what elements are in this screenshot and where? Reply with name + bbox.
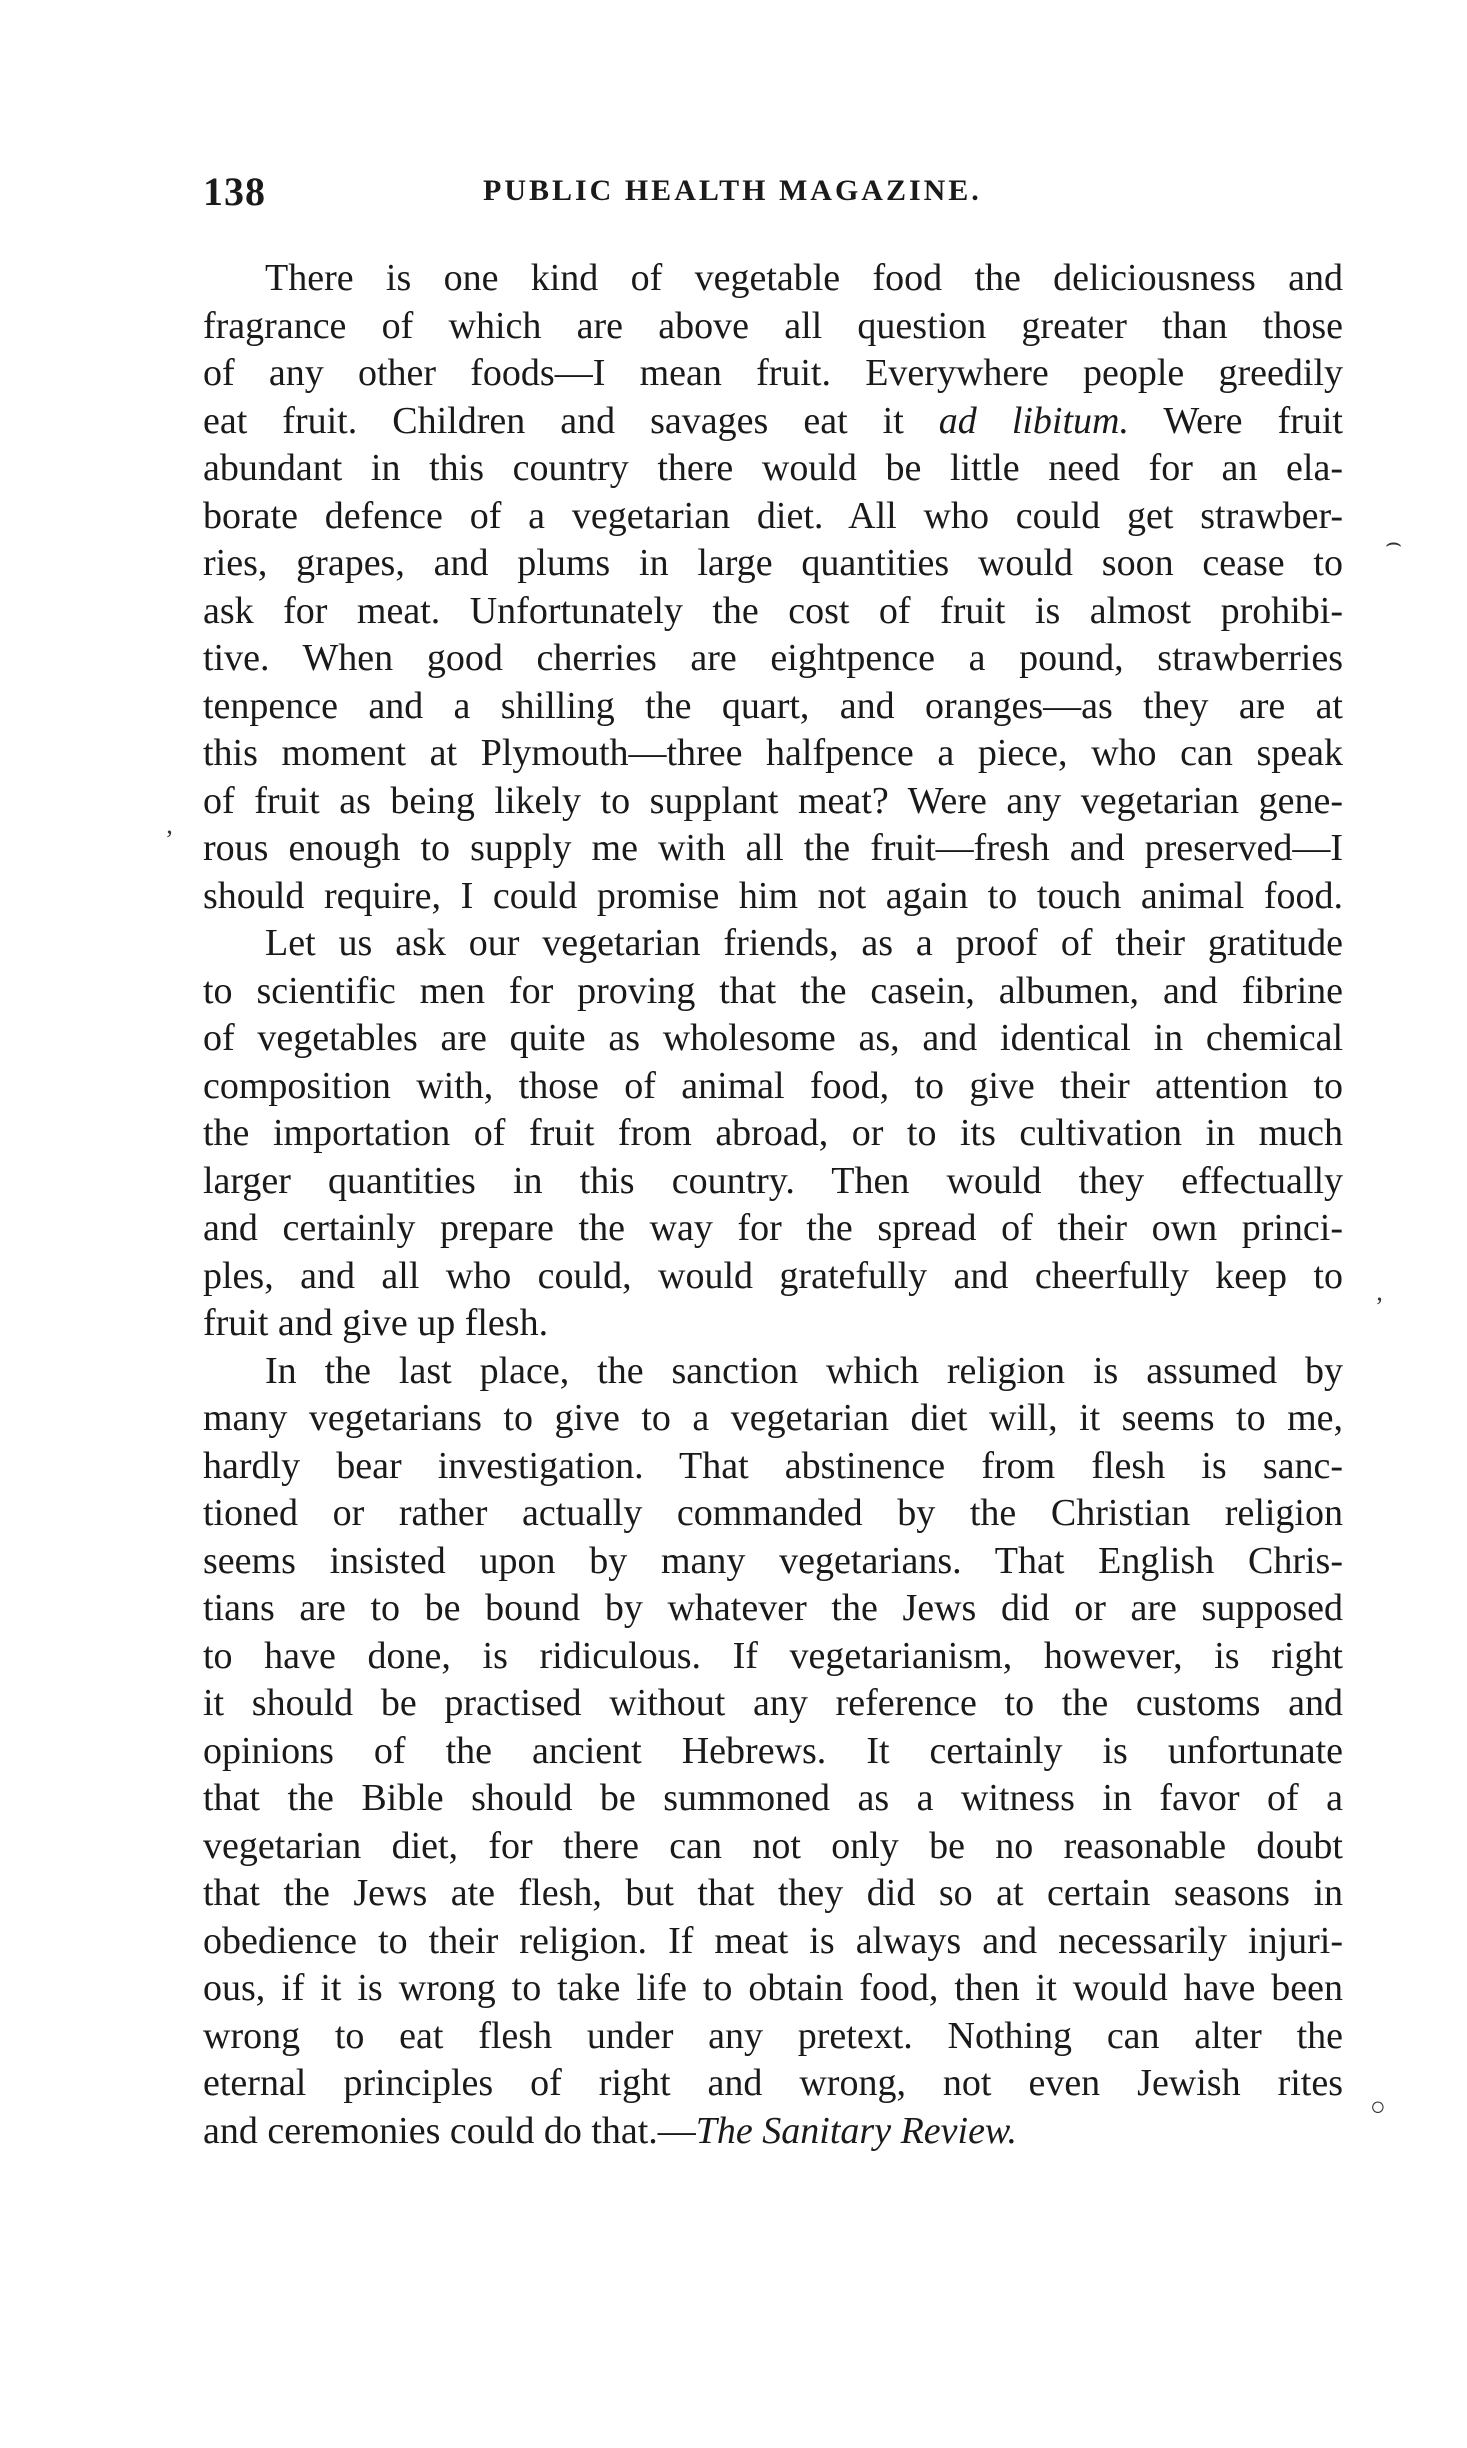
source-citation: The Sanitary Review. — [695, 2109, 1017, 2152]
text-line: Let us ask our vegetarian friends, as a proof of their gratitude — [265, 922, 1343, 964]
text-line: many vegetarians to give to a vegetarian diet will, it seems to me, — [203, 1397, 1343, 1439]
page-header — [203, 168, 1351, 228]
margin-speck-icon: ʼ — [1375, 1292, 1384, 1321]
italic-phrase: ad libitum. — [938, 399, 1129, 442]
text-line: of fruit as being likely to supplant meat? Were any vegetarian gene- — [203, 779, 1343, 822]
text-line: tenpence and a shilling the quart, and oranges—as they are at — [203, 684, 1343, 727]
text-line: larger quantities in this country. Then would they effectually — [203, 1159, 1343, 1202]
paragraph-1 — [203, 255, 1343, 920]
text-line: wrong to eat flesh under any pretext. Nothing can alter the — [203, 2014, 1343, 2057]
margin-speck-icon: ○ — [1370, 2092, 1386, 2121]
text-line: tians are to be bound by whatever the Jews did or are supposed — [203, 1587, 1343, 1629]
article-body — [203, 255, 1343, 2155]
margin-speck-icon: ʼ — [165, 825, 174, 854]
text-line: obedience to their religion. If meat is always and necessarily injuri- — [203, 1919, 1343, 1962]
text-line: of any other foods—I mean fruit. Everywhere people greedily — [203, 352, 1343, 394]
text-line: fragrance of which are above all question greater than those — [203, 304, 1343, 347]
paragraph-2 — [203, 920, 1343, 1348]
text-line: ask for meat. Unfortunately the cost of fruit is almost prohibi- — [203, 589, 1343, 632]
text-line: eternal principles of right and wrong, not even Jewish rites — [203, 2062, 1343, 2104]
text-line: and certainly prepare the way for the spread of their own princi- — [203, 1207, 1343, 1249]
text-line: fruit and give up flesh. — [203, 1302, 549, 1344]
text-line: There is one kind of vegetable food the deliciousness and — [265, 257, 1343, 299]
text-line: composition with, those of animal food, to give their attention to — [203, 1064, 1343, 1107]
text-line: In the last place, the sanction which religion is assumed by — [265, 1349, 1343, 1392]
text-line: that the Bible should be summoned as a witness in favor of a — [203, 1777, 1343, 1819]
text-line: that the Jews ate flesh, but that they did so at certain seasons in — [203, 1872, 1343, 1914]
text-line: it should be practised without any reference to the customs and — [203, 1682, 1343, 1724]
text-line: abundant in this country there would be little need for an ela- — [203, 447, 1343, 489]
text-fragment: Were fruit — [1129, 399, 1343, 442]
text-fragment: and ceremonies could do that.— — [203, 2109, 696, 2152]
text-line: ries, grapes, and plums in large quantities would soon cease to — [203, 542, 1343, 584]
text-line: vegetarian diet, for there can not only be no reasonable doubt — [203, 1824, 1343, 1867]
text-line: tive. When good cherries are eightpence a pound, strawberries — [203, 637, 1343, 679]
text-line: should require, I could promise him not again to touch animal food. — [203, 874, 1343, 917]
text-line-with-citation — [203, 2108, 1343, 2156]
page-number: 138 — [203, 169, 266, 214]
text-line: rous enough to supply me with all the fruit—fresh and preserved—I — [203, 827, 1343, 869]
text-line: borate defence of a vegetarian diet. All who could get strawber- — [203, 494, 1343, 537]
text-line: the importation of fruit from abroad, or to its cultivation in much — [203, 1112, 1343, 1154]
paragraph-3 — [203, 1348, 1343, 2156]
text-fragment: eat fruit. Children and savages eat it — [203, 399, 939, 442]
text-line: opinions of the ancient Hebrews. It certainly is unfortunate — [203, 1729, 1343, 1772]
running-head: PUBLIC HEALTH MAGAZINE. — [483, 174, 982, 207]
text-line: tioned or rather actually commanded by the Christian religion — [203, 1492, 1343, 1534]
text-line-with-italic — [203, 398, 1343, 446]
text-line: to have done, is ridiculous. If vegetarianism, however, is right — [203, 1634, 1343, 1677]
margin-speck-icon: ⌢ — [1385, 528, 1403, 557]
text-line: seems insisted upon by many vegetarians. That English Chris- — [203, 1539, 1343, 1582]
text-line: to scientific men for proving that the casein, albumen, and fibrine — [203, 969, 1343, 1012]
text-line: of vegetables are quite as wholesome as, and identical in chemical — [203, 1017, 1343, 1059]
text-line: ples, and all who could, would gratefully and cheerfully keep to — [203, 1254, 1343, 1297]
text-line: hardly bear investigation. That abstinence from flesh is sanc- — [203, 1444, 1343, 1487]
text-line: this moment at Plymouth—three halfpence a piece, who can speak — [203, 732, 1343, 774]
text-line: ous, if it is wrong to take life to obtain food, then it would have been — [203, 1967, 1343, 2009]
